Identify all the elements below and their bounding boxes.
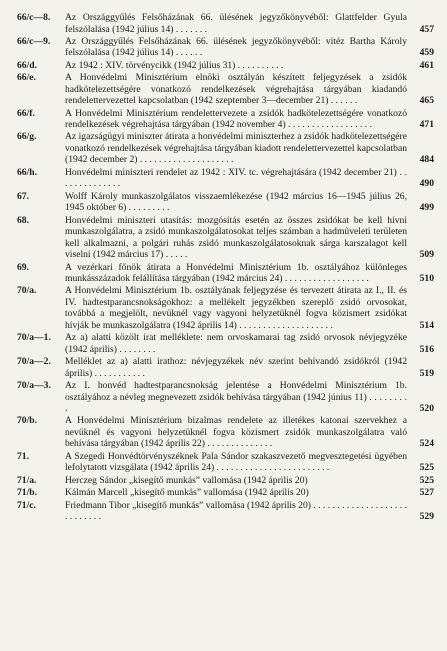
toc-entry xyxy=(13,415,434,450)
entry-text: Az Országgyűlés Felsőházának 66. ülésének jegyzőkönyvéből: vitéz Bartha Károly felszólalása (1942 július 14) . . . . . . xyxy=(65,35,407,59)
toc-entry xyxy=(13,215,434,261)
toc-entry xyxy=(13,475,434,487)
entry-page: 509 xyxy=(419,249,434,261)
entry-text: Friedmann Tibor „kisegítő munkás” vallomása (1942 április 20) . . . . . . . . . . . . . . . . . . . . . . . . . . . . xyxy=(65,499,407,523)
entry-number: 66/h. xyxy=(17,166,37,178)
toc-entry xyxy=(13,12,434,35)
entry-number: 70/b. xyxy=(17,415,37,427)
entry-page: 499 xyxy=(419,202,434,214)
entry-number: 70/a—1. xyxy=(17,332,51,344)
entry-number: 71/b. xyxy=(17,487,37,499)
entry-number: 71/c. xyxy=(17,499,36,511)
toc-entry xyxy=(13,487,434,499)
entry-page: 490 xyxy=(419,178,434,190)
entry-number: 70/a. xyxy=(17,285,37,297)
entry-number: 68. xyxy=(17,214,29,226)
toc-entry xyxy=(13,36,434,59)
toc-entry xyxy=(13,167,434,190)
entry-page: 514 xyxy=(419,319,434,331)
entry-page: 520 xyxy=(419,403,434,415)
entry-text: Kálmán Marcell „kisegítő munkás” vallomása (1942 április 20) xyxy=(65,487,309,499)
toc-entry xyxy=(13,72,434,107)
toc-entry xyxy=(13,108,434,131)
entry-number: 66/f. xyxy=(17,107,35,119)
entry-number: 71. xyxy=(17,450,29,462)
toc-entry xyxy=(13,191,434,214)
toc-entry xyxy=(13,60,434,72)
entry-page: 510 xyxy=(419,273,434,285)
entry-page: 519 xyxy=(419,367,434,379)
entry-text: Az igazságügyi miniszter átirata a honvédelmi miniszterhez a zsidók hadkötelezettségére vonatkozó rendelkezések végrehajtása tárgyában kiadott rendelettervezettel kapcsolatban (1942 december 2) . . . . . . . . . . . . . . . . . . . . xyxy=(65,131,407,166)
entry-page: 457 xyxy=(419,23,434,35)
entry-text: A Honvédelmi Minisztérium bizalmas rendelete az illetékes katonai szervekhez a nevüknél és vagyoni helyzetüknél fogva közismert zsidók munkaszolgálatra való behívása tárgyában (1942 április 22) . . . . . . . . . . . . . . xyxy=(65,415,407,450)
entry-page: 459 xyxy=(419,47,434,59)
entry-page: 527 xyxy=(419,487,434,499)
entry-number: 66/e. xyxy=(17,72,36,84)
entry-number: 66/g. xyxy=(17,131,37,143)
entry-text: A Szegedi Honvédtörvényszéknek Pala Sándor szakaszvezető megvesztegetési ügyében lefolytatott vizsgálata (1942 április 24) . . . . . . . . . . . . . . . . . . . . . . . . xyxy=(65,450,407,474)
entry-number: 70/a—3. xyxy=(17,380,51,392)
entry-number: 69. xyxy=(17,261,29,273)
entry-number: 67. xyxy=(17,190,29,202)
toc-entry xyxy=(13,131,434,166)
entry-page: 516 xyxy=(419,343,434,355)
entry-text: Honvédelmi miniszteri utasítás: mozgósítás esetén az összes zsidókat be kell hívni munkaszolgálatra, a zsidó munkaszolgálatosokat teljes számban a hadműveleti területen kell alkalmazni, a polgári ruhás zsidó munkaszolgálatosoknak sárga karszalagot kell viselni (1942 március 17) . . . . . xyxy=(65,214,407,261)
entry-text: Az 1942 : XIV. törvénycikk (1942 július 31) . . . . . . . . . . xyxy=(65,59,284,71)
entry-page: 524 xyxy=(419,438,434,450)
entry-number: 66/c—9. xyxy=(17,35,51,47)
entry-page: 484 xyxy=(419,154,434,166)
entry-text: Honvédelmi miniszteri rendelet az 1942 : XIV. tc. végrehajtására (1942 december 21) . . . . . . . . . . . . . . xyxy=(65,166,407,190)
toc-entry xyxy=(13,356,434,379)
entry-text: A vezérkari főnök átirata a Honvédelmi Minisztérium 1b. osztályához különleges munkásszázadok felállítása tárgyában (1942 március 24) . . . . . . . . . . . . . . . . . . xyxy=(65,261,407,285)
toc-entry xyxy=(13,451,434,474)
entry-text: Az Országgyűlés Felsőházának 66. ülésének jegyzőkönyvéből: Glattfelder Gyula felszólalása (1942 július 14) . . . . . . . xyxy=(65,12,407,35)
toc-entry xyxy=(13,332,434,355)
entry-number: 66/c—8. xyxy=(17,12,51,23)
entry-page: 461 xyxy=(419,59,434,71)
entry-text: Melléklet az a) alatti irathoz: névjegyzékek név szerint behívandó zsidókról (1942 április) . . . . . . . . . . . xyxy=(65,356,407,379)
entry-text: Az a) alatti közölt irat melléklete: nem orvoskamarai tag zsidó orvosok névjegyzéke (1942 április) . . . . . . . . xyxy=(65,332,407,355)
entry-text: Wolff Károly munkaszolgálatos visszaemlékezése (1942 március 16—1945 július 26, 1945 október 6) . . . . . . . . . xyxy=(65,190,407,214)
entry-page: 525 xyxy=(419,462,434,474)
toc-entry xyxy=(13,285,434,331)
entry-page: 465 xyxy=(419,95,434,107)
entry-page: 525 xyxy=(419,474,434,486)
entry-number: 66/d. xyxy=(17,59,37,71)
entry-number: 71/a. xyxy=(17,474,37,486)
toc-entry xyxy=(13,500,434,523)
entry-text: A Honvédelmi Minisztérium rendelettervezete a zsidók hadkötelezettségére vonatkozó rendelkezések végrehajtása tárgyában (1942 november 4) . . . . . . . . . . . . . . . . . . xyxy=(65,107,407,131)
entry-text: A Honvédelmi Minisztérium 1b. osztályának feljegyzése és tervezett átirata az I., II. és IV. hadtestparancsnokságokhoz: a mellékelt jegyzékben szereplő zsidó orvosokat, továbbá a megjelölt, nevüknél vagy vagyoni helyzetüknél fogva közismert zsidókat hívják be munkaszolgálatra (1942 április 14) . . . . . . . . . . . . . . . . . . . . xyxy=(65,285,407,331)
entry-page: 471 xyxy=(419,119,434,131)
entry-text: Herczeg Sándor „kisegítő munkás” vallomása (1942 április 20) xyxy=(65,474,308,486)
toc-entry xyxy=(13,262,434,285)
entry-number: 70/a—2. xyxy=(17,356,51,368)
entry-page: 529 xyxy=(419,511,434,523)
entry-text: Az I. honvéd hadtestparancsnokság jelentése a Honvédelmi Minisztérium 1b. osztályához a névleg megnevezett zsidók behívása tárgyában (1942 június 11) . . . . . . . . . xyxy=(65,380,407,415)
toc-entry xyxy=(13,380,434,415)
entry-text: A Honvédelmi Minisztérium elnöki osztályán készített feljegyzések a zsidók hadkötelezettségére vonatkozó rendelkezések végrehajtása tárgyában kiadandó rendelettervezettel kapcsolatban (1942 szeptember 3—december 21) . . . . . . xyxy=(65,72,407,107)
